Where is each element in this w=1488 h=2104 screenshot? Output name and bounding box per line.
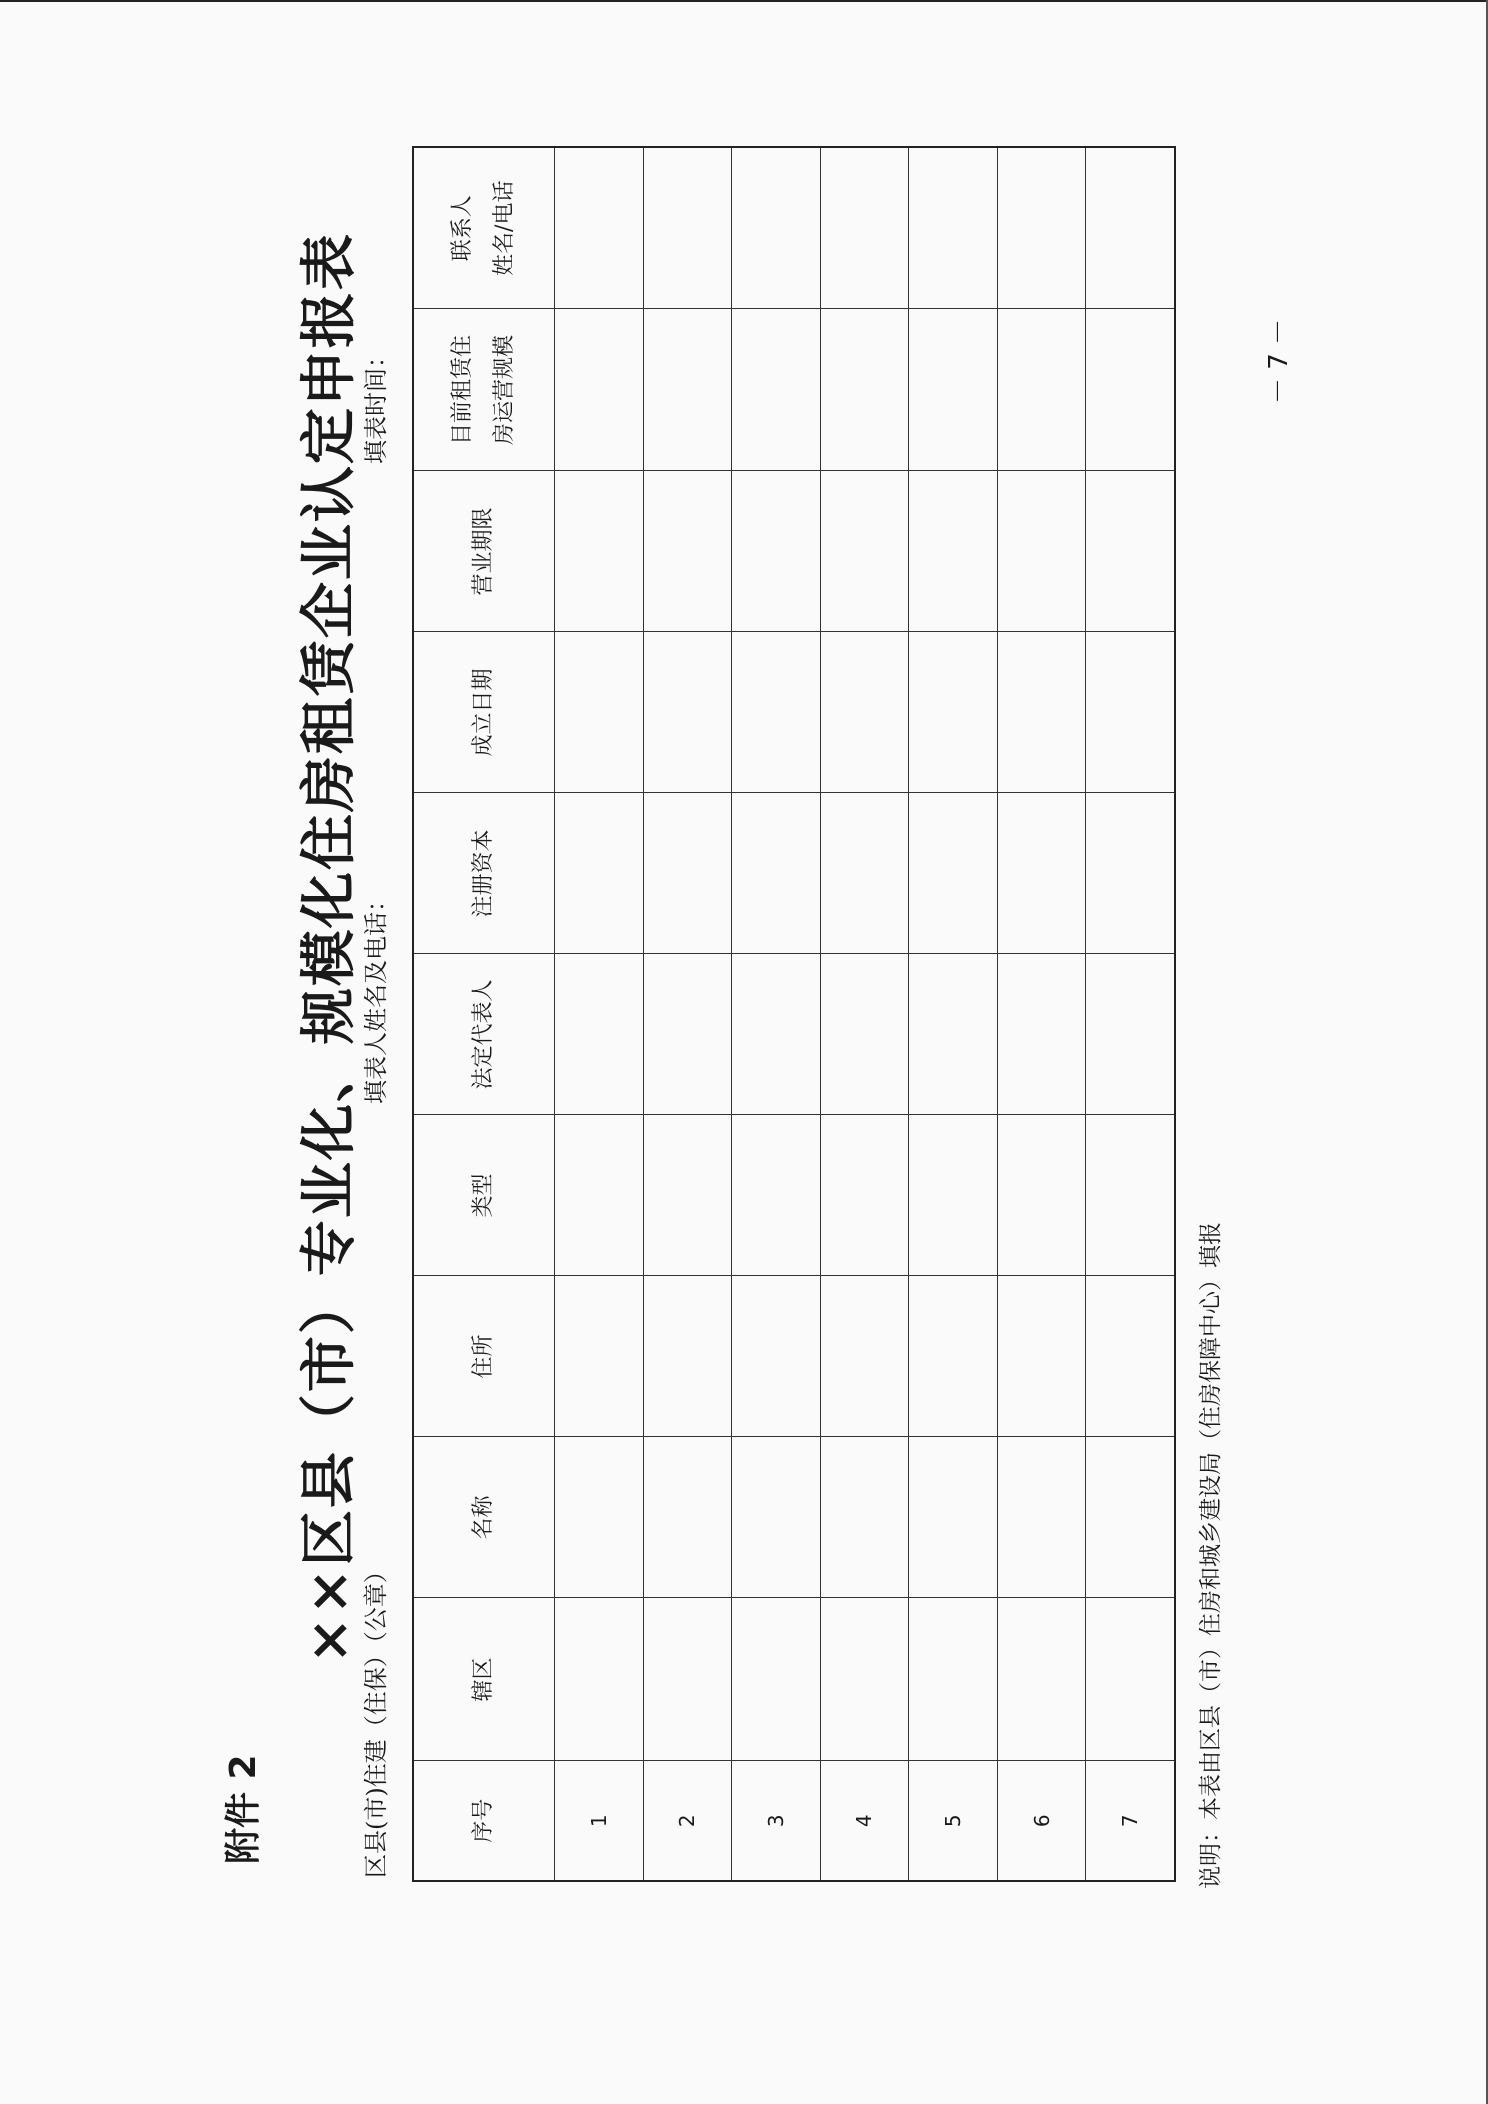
row-number-cell: 3 — [732, 1761, 821, 1881]
empty-cell — [820, 1276, 909, 1437]
filler-name-phone: 填表人姓名及电话： — [362, 888, 390, 1104]
empty-cell — [909, 632, 998, 793]
column-header-line2: 房运营规模 — [492, 335, 517, 446]
row-number-cell: 2 — [643, 1761, 732, 1881]
empty-cell — [732, 632, 821, 793]
column-header-line1: 法定代表人 — [471, 979, 497, 1090]
empty-cell — [909, 793, 998, 954]
empty-cell — [909, 471, 998, 632]
column-header — [413, 1598, 555, 1761]
empty-cell — [555, 309, 644, 471]
empty-cell — [997, 954, 1086, 1115]
empty-cell — [909, 1437, 998, 1598]
empty-cell — [997, 793, 1086, 954]
empty-cell — [997, 1598, 1086, 1761]
column-header-line1: 目前租赁住 — [450, 335, 476, 446]
unit-seal-line: 区县(市)住建（住保）（公章） — [362, 1559, 390, 1878]
empty-cell — [732, 1598, 821, 1761]
table-row — [1086, 147, 1175, 1881]
empty-cell — [732, 793, 821, 954]
empty-cell — [820, 309, 909, 471]
empty-cell — [643, 1437, 732, 1598]
empty-cell — [555, 1276, 644, 1437]
empty-cell — [997, 632, 1086, 793]
column-header — [413, 632, 555, 793]
empty-cell — [1086, 1276, 1175, 1437]
column-header-line1: 成立日期 — [471, 668, 497, 757]
fill-time: 填表时间： — [362, 344, 390, 464]
column-header — [413, 793, 555, 954]
empty-cell — [732, 1437, 821, 1598]
document-title: ××区县（市）专业化、规模化住房租赁企业认定申报表 — [296, 232, 362, 1664]
empty-cell — [997, 1276, 1086, 1437]
empty-cell — [555, 471, 644, 632]
empty-cell — [643, 471, 732, 632]
empty-cell — [1086, 309, 1175, 471]
empty-cell — [555, 1437, 644, 1598]
column-header — [413, 1761, 555, 1881]
empty-cell — [1086, 147, 1175, 309]
empty-cell — [997, 309, 1086, 471]
empty-cell — [909, 1115, 998, 1276]
row-number-cell: 5 — [909, 1761, 998, 1881]
empty-cell — [1086, 1115, 1175, 1276]
table-note: 说明：本表由区县（市）住房和城乡建设局（住房保障中心）填报 — [1198, 1222, 1224, 1889]
empty-cell — [909, 1276, 998, 1437]
column-header-line1: 序号 — [471, 1798, 497, 1843]
column-header — [413, 471, 555, 632]
empty-cell — [732, 1115, 821, 1276]
row-number-cell: 4 — [820, 1761, 909, 1881]
row-number-cell: 7 — [1086, 1761, 1175, 1881]
empty-cell — [555, 793, 644, 954]
empty-cell — [997, 471, 1086, 632]
empty-cell — [820, 1598, 909, 1761]
row-number-cell: 1 — [555, 1761, 644, 1881]
empty-cell — [1086, 793, 1175, 954]
empty-cell — [555, 954, 644, 1115]
table-row — [820, 147, 909, 1881]
empty-cell — [643, 1598, 732, 1761]
column-header-line1: 营业期限 — [471, 507, 497, 596]
empty-cell — [909, 1598, 998, 1761]
empty-cell — [643, 793, 732, 954]
empty-cell — [732, 954, 821, 1115]
column-header — [413, 1276, 555, 1437]
table-row — [997, 147, 1086, 1881]
empty-cell — [820, 793, 909, 954]
table-row — [555, 147, 644, 1881]
table-row — [909, 147, 998, 1881]
empty-cell — [732, 1276, 821, 1437]
empty-cell — [820, 632, 909, 793]
column-header-line1: 名称 — [471, 1495, 497, 1540]
empty-cell — [732, 471, 821, 632]
table-row — [732, 147, 821, 1881]
attachment-label: 附件 2 — [223, 1754, 264, 1864]
application-table — [412, 146, 1176, 1882]
empty-cell — [732, 147, 821, 309]
empty-cell — [909, 309, 998, 471]
empty-cell — [820, 471, 909, 632]
empty-cell — [820, 147, 909, 309]
row-number-cell: 6 — [997, 1761, 1086, 1881]
empty-cell — [820, 1437, 909, 1598]
empty-cell — [997, 1115, 1086, 1276]
column-header-line1: 住所 — [471, 1334, 497, 1379]
empty-cell — [909, 954, 998, 1115]
column-header — [413, 1115, 555, 1276]
column-header-line2: 姓名/电话 — [492, 180, 517, 276]
empty-cell — [643, 1276, 732, 1437]
empty-cell — [997, 1437, 1086, 1598]
column-header — [413, 1437, 555, 1598]
table-body — [555, 147, 1176, 1881]
empty-cell — [820, 1115, 909, 1276]
column-header — [413, 954, 555, 1115]
empty-cell — [1086, 632, 1175, 793]
empty-cell — [643, 309, 732, 471]
empty-cell — [820, 954, 909, 1115]
empty-cell — [643, 147, 732, 309]
empty-cell — [555, 1115, 644, 1276]
column-header — [413, 147, 555, 309]
column-header-line1: 辖区 — [471, 1657, 497, 1702]
empty-cell — [909, 147, 998, 309]
column-header — [413, 309, 555, 471]
empty-cell — [555, 1598, 644, 1761]
empty-cell — [555, 147, 644, 309]
column-header-line1: 类型 — [471, 1173, 497, 1218]
empty-cell — [1086, 954, 1175, 1115]
empty-cell — [643, 954, 732, 1115]
empty-cell — [643, 632, 732, 793]
empty-cell — [555, 632, 644, 793]
empty-cell — [1086, 1598, 1175, 1761]
empty-cell — [1086, 471, 1175, 632]
empty-cell — [732, 309, 821, 471]
empty-cell — [1086, 1437, 1175, 1598]
empty-cell — [997, 147, 1086, 309]
column-header-line1: 联系人 — [450, 195, 476, 262]
table-row — [643, 147, 732, 1881]
empty-cell — [643, 1115, 732, 1276]
column-header-line1: 注册资本 — [471, 829, 497, 918]
table-header-row — [413, 147, 555, 1881]
page-number: － 7 － — [1264, 318, 1294, 404]
